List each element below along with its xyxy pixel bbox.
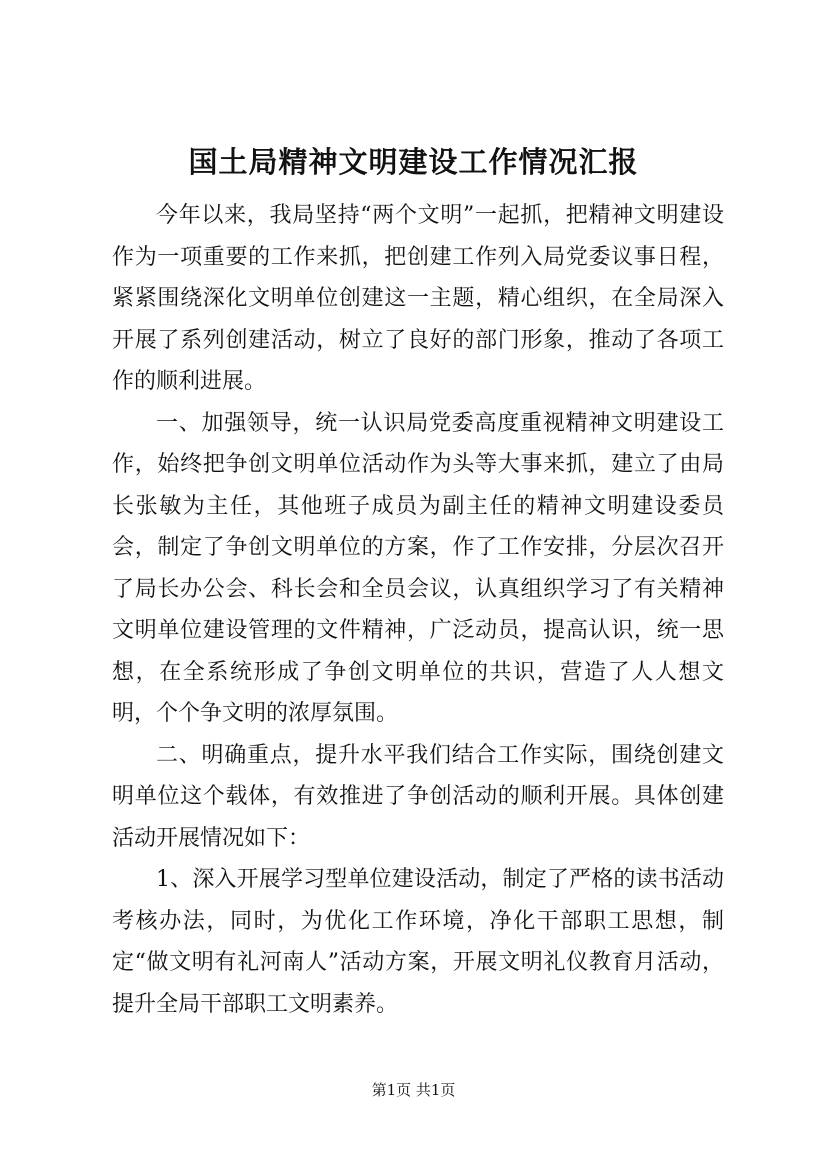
paragraph-section-1: 一、加强领导，统一认识局党委高度重视精神文明建设工作，始终把争创文明单位活动作为头等大事来抓，建立了由局长张敏为主任，其他班子成员为副主任的精神文明建设委员会，制定了争创文明单位的方案，作了工作安排，分层次召开了局长办公会、科长会和全员会议，认真组织学习了有关精神文明单位建设管理的文件精神，广泛动员，提高认识，统一思想，在全系统形成了争创文明单位的共识，营造了人人想文明，个个争文明的浓厚氛围。 xyxy=(112,410,724,726)
document-body xyxy=(112,195,724,1025)
paragraph-intro: 今年以来，我局坚持“两个文明”一起抓，把精神文明建设作为一项重要的工作来抓，把创建工作列入局党委议事日程，紧紧围绕深化文明单位创建这一主题，精心组织，在全局深入开展了系列创建活动，树立了良好的部门形象，推动了各项工作的顺利进展。 xyxy=(112,203,724,394)
document-title: 国土局精神文明建设工作情况汇报 xyxy=(188,145,639,179)
page-number-footer: 第1页 共1页 xyxy=(371,1081,456,1099)
paragraph-section-2: 二、明确重点，提升水平我们结合工作实际，围绕创建文明单位这个载体，有效推进了争创活动的顺利开展。具体创建活动开展情况如下： xyxy=(112,742,724,851)
paragraph-item-1: 1、深入开展学习型单位建设活动，制定了严格的读书活动考核办法，同时，为优化工作环境，净化干部职工思想，制定“做文明有礼河南人”活动方案，开展文明礼仪教育月活动，提升全局干部职工文明素养。 xyxy=(112,867,724,1017)
